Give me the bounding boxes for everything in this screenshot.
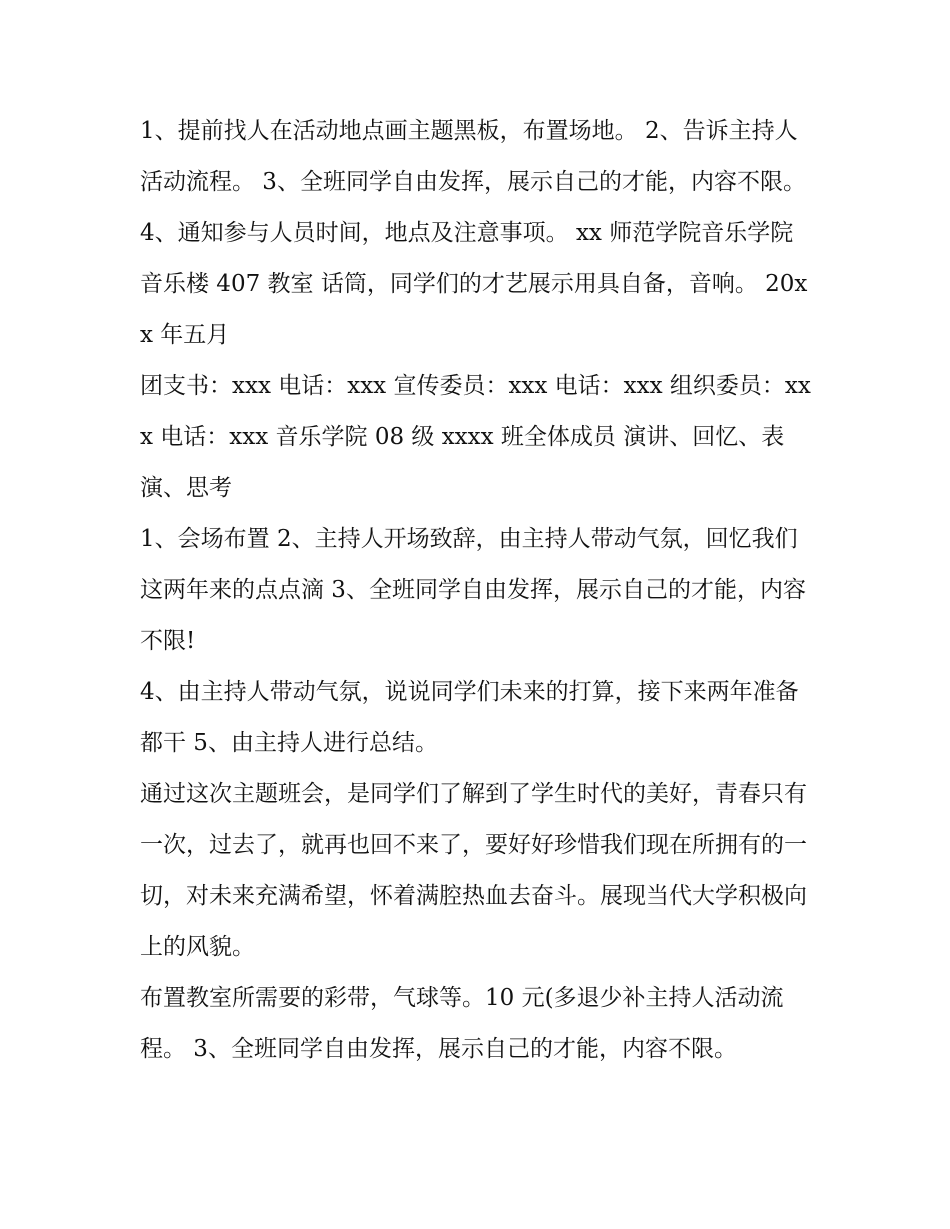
paragraph-6: 通过这次主题班会，是同学们了解到了学生时代的美好，青春只有一次，过去了，就再也回不来了，要好好珍惜我们现在所拥有的一切，对未来充满希望，怀着满腔热血去奋斗。展现当代大学积极向上的风貌。 — [140, 781, 807, 960]
paragraph-5: 4、由主持人带动气氛，说说同学们未来的打算，接下来两年准备都干 5、由主持人进行总结。 — [140, 679, 799, 756]
document-body — [140, 106, 815, 1075]
paragraph-3: 团支书：xxx 电话：xxx 宣传委员：xxx 电话：xxx 组织委员：xxx 电话：xxx 音乐学院 08 级 xxxx 班全体成员 演讲、回忆、表演、思考 — [140, 373, 811, 501]
paragraph-2: 4、通知参与人员时间，地点及注意事项。 xx 师范学院音乐学院音乐楼 407 教室 话筒，同学们的才艺展示用具自备，音响。 20xx 年五月 — [140, 220, 808, 348]
paragraph-1: 1、提前找人在活动地点画主题黑板，布置场地。 2、告诉主持人活动流程。 3、全班同学自由发挥，展示自己的才能，内容不限。 — [140, 118, 806, 195]
paragraph-4: 1、会场布置 2、主持人开场致辞，由主持人带动气氛，回忆我们这两年来的点点滴 3、全班同学自由发挥，展示自己的才能，内容不限! — [140, 526, 806, 654]
paragraph-7: 布置教室所需要的彩带，气球等。10 元(多退少补主持人活动流程。 3、全班同学自由发挥，展示自己的才能，内容不限。 — [140, 985, 784, 1062]
